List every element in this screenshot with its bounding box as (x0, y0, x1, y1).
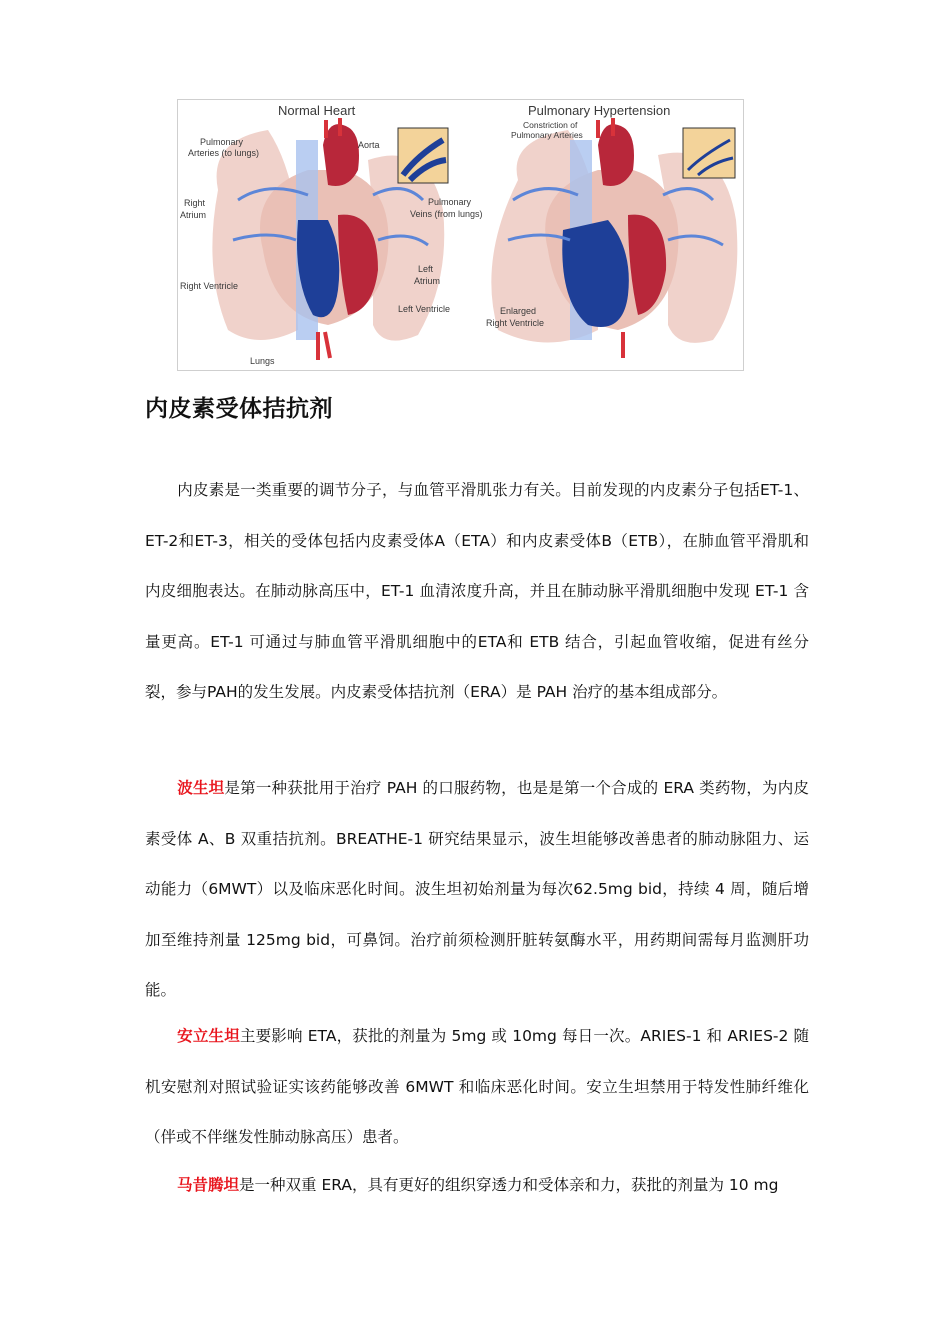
normal-heart-panel (180, 103, 483, 366)
paragraph-3-text: 主要影响 ETA，获批的剂量为 5mg 或 10mg 每日一次。ARIES-1 和 ARIES-2 随机安慰剂对照试验证实该药能够改善 6MWT 和临床恶化时间。安立生坦禁用于特发性肺纤维化（伴或不伴继发性肺动脉高压）患者。 (145, 1027, 809, 1146)
label-enlarged-2: Right Ventricle (486, 318, 545, 328)
label-left-atrium-1: Left (418, 264, 434, 274)
label-pulmonary-arteries-2: Arteries (to lungs) (188, 148, 260, 158)
heart-diagram (178, 100, 744, 371)
pulmonary-hypertension-panel (486, 103, 737, 358)
ph-aorta-shape (598, 124, 634, 186)
label-right-atrium-2: Atrium (180, 210, 207, 220)
label-aorta: Aorta (358, 140, 380, 150)
label-lungs: Lungs (250, 356, 275, 366)
label-left-ventricle: Left Ventricle (398, 304, 451, 314)
label-constriction-2: Pulmonary Arteries (511, 130, 583, 140)
drug-name-ambrisentan: 安立生坦 (177, 1027, 240, 1045)
paragraph-ambrisentan (145, 1011, 809, 1163)
label-right-ventricle: Right Ventricle (180, 281, 239, 291)
pulmonary-hypertension-title: Pulmonary Hypertension (528, 103, 671, 118)
paragraph-4-text: 是一种双重 ERA，具有更好的组织穿透力和受体亲和力，获批的剂量为 10 mg (239, 1176, 779, 1194)
label-pulmonary-arteries-1: Pulmonary (200, 137, 244, 147)
drug-name-macitentan: 马昔腾坦 (177, 1176, 240, 1194)
drug-name-bosentan: 波生坦 (177, 779, 225, 797)
label-constriction-1: Constriction of (523, 120, 578, 130)
paragraph-bosentan (145, 763, 809, 1016)
heart-diagram-figure (177, 99, 744, 371)
section-heading: 内皮素受体拮抗剂 (145, 396, 333, 422)
normal-heart-title: Normal Heart (278, 103, 356, 118)
paragraph-2-text: 是第一种获批用于治疗 PAH 的口服药物，也是是第一个合成的 ERA 类药物，为内皮素受体 A、B 双重拮抗剂。BREATHE-1 研究结果显示，波生坦能够改善患者的肺动脉阻力、运动能力（6MWT）以及临床恶化时间。波生坦初始剂量为每次62.5mg bid，持续 4 周，随后增加至维持剂量 125mg bid，可鼻饲。治疗前须检测肝脏转氨酶水平，用药期间需每月监测肝功能。 (145, 779, 809, 999)
label-pulmonary-veins-2: Veins (from lungs) (410, 209, 483, 219)
paragraph-macitentan (145, 1160, 809, 1211)
paragraph-endothelin-intro (145, 465, 809, 718)
paragraph-1-text: 内皮素是一类重要的调节分子，与血管平滑肌张力有关。目前发现的内皮素分子包括ET-1、ET-2和ET-3，相关的受体包括内皮素受体A（ETA）和内皮素受体B（ETB），在肺血管平滑肌和内皮细胞表达。在肺动脉高压中，ET-1 血清浓度升高，并且在肺动脉平滑肌细胞中发现 ET-1 含量更高。ET-1 可通过与肺血管平滑肌细胞中的ETA和 ETB 结合，引起血管收缩，促进有丝分裂，参与PAH的发生发展。内皮素受体拮抗剂（ERA）是 PAH 治疗的基本组成部分。 (145, 481, 809, 701)
label-pulmonary-veins-1: Pulmonary (428, 197, 472, 207)
label-enlarged-1: Enlarged (500, 306, 537, 316)
lower-red-arrow (318, 332, 330, 360)
label-right-atrium-1: Right (184, 198, 206, 208)
label-left-atrium-2: Atrium (414, 276, 441, 286)
